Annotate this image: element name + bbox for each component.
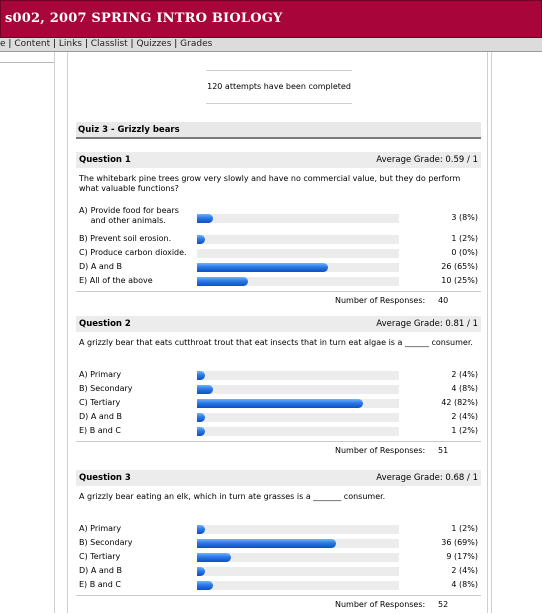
answer-row bbox=[76, 578, 481, 592]
question-title: Question 1 bbox=[79, 155, 131, 165]
answer-letter: A) bbox=[79, 370, 88, 379]
nav-bar: e | Content | Links | Classlist | Quizzes | Grades bbox=[0, 38, 542, 52]
answer-row bbox=[76, 274, 481, 288]
answer-bar-track bbox=[197, 371, 399, 380]
answer-label bbox=[79, 262, 195, 272]
answer-bar bbox=[197, 399, 363, 408]
answer-text: B and C bbox=[89, 580, 121, 589]
right-frame-border bbox=[491, 52, 492, 613]
answer-bar bbox=[197, 277, 248, 286]
stats-content bbox=[67, 52, 488, 613]
answer-letter: D) bbox=[79, 566, 89, 575]
nav-item-grades[interactable]: Grades bbox=[180, 39, 213, 49]
answer-text: A and B bbox=[90, 262, 122, 271]
answer-bar-track bbox=[197, 539, 399, 548]
answer-label bbox=[79, 566, 195, 576]
answer-label bbox=[79, 580, 195, 590]
answer-bar-track bbox=[197, 277, 399, 286]
nav-item-quizzes[interactable]: Quizzes bbox=[136, 39, 172, 49]
answer-bar bbox=[197, 581, 213, 590]
answer-text: Provide food for bears and other animals. bbox=[90, 206, 179, 225]
answer-row bbox=[76, 536, 481, 550]
answer-count: 42 (82%) bbox=[441, 398, 478, 407]
nav-item-links[interactable]: Links bbox=[58, 39, 82, 49]
answer-row bbox=[76, 260, 481, 274]
answer-text: All of the above bbox=[89, 276, 153, 285]
left-panel-border bbox=[54, 52, 55, 613]
average-grade-value: 0.81 / 1 bbox=[445, 319, 478, 329]
nav-item-classlist[interactable]: Classlist bbox=[90, 39, 128, 49]
question-header bbox=[76, 316, 481, 332]
answer-text: B and C bbox=[89, 426, 121, 435]
responses-summary bbox=[76, 595, 481, 613]
question-title: Question 3 bbox=[79, 473, 131, 483]
answer-bar bbox=[197, 385, 213, 394]
answer-bar bbox=[197, 235, 205, 244]
responses-label: Number of Responses: bbox=[335, 446, 426, 455]
answer-text: Tertiary bbox=[90, 552, 121, 561]
nav-item-home[interactable]: e bbox=[0, 39, 6, 49]
answer-count: 2 (4%) bbox=[451, 566, 478, 575]
answer-bar bbox=[197, 427, 205, 436]
responses-label: Number of Responses: bbox=[335, 600, 426, 609]
answer-letter: B) bbox=[79, 234, 88, 243]
question-header bbox=[76, 470, 481, 486]
question-text: A grizzly bear that eats cutthroat trout that eat insects that in turn eat algae is a ______ consumer. bbox=[79, 338, 473, 347]
answer-row bbox=[76, 522, 481, 536]
answer-bar bbox=[197, 567, 205, 576]
average-grade-value: 0.59 / 1 bbox=[445, 155, 478, 165]
average-grade-value: 0.68 / 1 bbox=[445, 473, 478, 483]
answer-label bbox=[79, 524, 195, 534]
answer-row bbox=[76, 204, 481, 232]
answer-row bbox=[76, 424, 481, 438]
responses-count: 52 bbox=[438, 600, 449, 609]
answer-count: 1 (2%) bbox=[451, 426, 478, 435]
answer-count: 9 (17%) bbox=[446, 552, 478, 561]
answer-letter: A) bbox=[79, 206, 88, 215]
question-text: The whitebark pine trees grow very slowly and have no commercial value, but they do perform what valuable functions? bbox=[79, 174, 461, 193]
answer-letter: A) bbox=[79, 524, 88, 533]
answer-label bbox=[79, 370, 195, 380]
nav-item-content[interactable]: Content bbox=[14, 39, 51, 49]
answer-count: 36 (69%) bbox=[441, 538, 478, 547]
answer-row bbox=[76, 396, 481, 410]
answer-letter: C) bbox=[79, 248, 88, 257]
question-block bbox=[76, 470, 481, 613]
answer-text: A and B bbox=[90, 412, 122, 421]
answer-label bbox=[79, 276, 195, 286]
course-title: s002, 2007 SPRING INTRO BIOLOGY bbox=[5, 11, 283, 26]
answer-text: Secondary bbox=[90, 384, 133, 393]
answer-bar bbox=[197, 413, 205, 422]
average-grade-label: Average Grade: bbox=[376, 473, 443, 483]
answer-bar-track bbox=[197, 385, 399, 394]
answer-count: 1 (2%) bbox=[451, 234, 478, 243]
answer-bar-track bbox=[197, 249, 399, 258]
answer-text: Secondary bbox=[90, 538, 133, 547]
responses-summary bbox=[76, 441, 481, 459]
average-grade bbox=[376, 316, 478, 332]
left-panel-divider bbox=[0, 62, 55, 63]
answer-bar-track bbox=[197, 525, 399, 534]
answer-bar bbox=[197, 214, 213, 223]
quiz-title: Quiz 3 - Grizzly bears bbox=[76, 122, 481, 139]
answer-label bbox=[79, 398, 195, 408]
answer-bar-track bbox=[197, 413, 399, 422]
answer-label bbox=[79, 538, 195, 548]
average-grade-label: Average Grade: bbox=[376, 319, 443, 329]
responses-count: 51 bbox=[438, 446, 449, 455]
answer-row bbox=[76, 382, 481, 396]
question-block bbox=[76, 152, 481, 309]
answer-letter: D) bbox=[79, 262, 89, 271]
answer-letter: E) bbox=[79, 276, 88, 285]
average-grade-label: Average Grade: bbox=[376, 155, 443, 165]
answer-bar bbox=[197, 553, 231, 562]
left-panel bbox=[0, 52, 58, 613]
question-title: Question 2 bbox=[79, 319, 131, 329]
answer-label bbox=[79, 426, 195, 436]
answer-text: Primary bbox=[90, 524, 122, 533]
answer-letter: C) bbox=[79, 552, 88, 561]
answer-text: Produce carbon dioxide. bbox=[90, 248, 187, 257]
answer-count: 26 (65%) bbox=[441, 262, 478, 271]
answer-label bbox=[79, 384, 195, 394]
answer-text: Tertiary bbox=[90, 398, 121, 407]
answer-count: 10 (25%) bbox=[441, 276, 478, 285]
answer-row bbox=[76, 410, 481, 424]
answer-letter: B) bbox=[79, 538, 88, 547]
answer-row bbox=[76, 564, 481, 578]
answer-bar-track bbox=[197, 427, 399, 436]
answer-letter: B) bbox=[79, 384, 88, 393]
course-title-bar bbox=[0, 0, 542, 38]
answer-count: 2 (4%) bbox=[451, 412, 478, 421]
answer-count: 3 (8%) bbox=[451, 213, 478, 222]
answer-count: 0 (0%) bbox=[451, 248, 478, 257]
answer-count: 1 (2%) bbox=[451, 524, 478, 533]
responses-count: 40 bbox=[438, 296, 449, 305]
answer-row bbox=[76, 550, 481, 564]
answer-label bbox=[79, 552, 195, 562]
answer-label bbox=[79, 206, 195, 226]
answer-letter: C) bbox=[79, 398, 88, 407]
answer-bar-track bbox=[197, 235, 399, 244]
answer-bar bbox=[197, 525, 205, 534]
answer-text: Prevent soil erosion. bbox=[90, 234, 172, 243]
answer-row bbox=[76, 368, 481, 382]
answer-letter: E) bbox=[79, 580, 88, 589]
answer-bar bbox=[197, 263, 328, 272]
answer-label bbox=[79, 412, 195, 422]
answer-bar-track bbox=[197, 214, 399, 223]
answer-text: A and B bbox=[90, 566, 122, 575]
attempts-summary: 120 attempts have been completed bbox=[206, 70, 352, 104]
question-block bbox=[76, 316, 481, 459]
responses-label: Number of Responses: bbox=[335, 296, 426, 305]
answer-bar bbox=[197, 539, 336, 548]
answer-row bbox=[76, 232, 481, 246]
answer-bar-track bbox=[197, 399, 399, 408]
answer-bar-track bbox=[197, 581, 399, 590]
answer-bar-track bbox=[197, 263, 399, 272]
answer-letter: D) bbox=[79, 412, 89, 421]
question-header bbox=[76, 152, 481, 168]
answer-count: 4 (8%) bbox=[451, 384, 478, 393]
answer-bar bbox=[197, 371, 205, 380]
answer-row bbox=[76, 246, 481, 260]
answer-text: Primary bbox=[90, 370, 122, 379]
answer-label bbox=[79, 234, 195, 244]
average-grade bbox=[376, 152, 478, 168]
question-text: A grizzly bear eating an elk, which in turn ate grasses is a _______ consumer. bbox=[79, 492, 386, 501]
answer-count: 4 (8%) bbox=[451, 580, 478, 589]
answer-bar-track bbox=[197, 567, 399, 576]
answer-bar-track bbox=[197, 553, 399, 562]
answer-letter: E) bbox=[79, 426, 88, 435]
answer-count: 2 (4%) bbox=[451, 370, 478, 379]
answer-label bbox=[79, 248, 195, 258]
responses-summary bbox=[76, 291, 481, 309]
average-grade bbox=[376, 470, 478, 486]
